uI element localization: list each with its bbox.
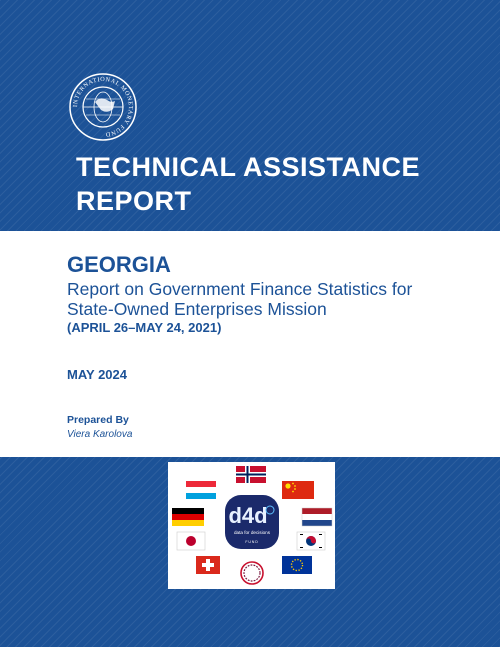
report-title-line-1: Report on Government Finance Statistics for [67,279,413,299]
d4d-subtitle: data for decisions [233,530,271,535]
d4d-badge [225,495,279,549]
d4d-fund: FUND [245,540,259,544]
luxembourg-flag-icon [186,481,216,499]
d4d-logo-icon [168,462,335,589]
title-line-1: TECHNICAL ASSISTANCE [76,152,421,182]
netherlands-flag-icon [302,508,332,526]
title-line-2: REPORT [76,186,192,216]
emblem-icon [241,562,263,584]
imf-seal-icon [68,72,138,142]
norway-flag-icon [236,466,266,483]
d4d-text: d4d [228,503,268,528]
report-title-line-2: State-Owned Enterprises Mission [67,299,327,319]
publication-date: MAY 2024 [67,367,127,382]
author-name: Viera Karolova [67,429,133,440]
korea-flag-icon [297,532,325,550]
japan-flag-icon [177,532,205,550]
mission-dates: (APRIL 26–MAY 24, 2021) [67,320,222,335]
report-title [67,279,487,319]
prepared-by-label: Prepared By [67,414,129,426]
germany-flag-icon [172,508,204,526]
seal-text: INTERNATIONAL MONETARY FUND [71,75,135,138]
switzerland-flag-icon [196,556,220,574]
china-flag-icon [282,481,314,499]
country-name: GEORGIA [67,252,171,277]
technical-assistance-title [76,150,476,218]
eu-flag-icon [282,556,312,574]
